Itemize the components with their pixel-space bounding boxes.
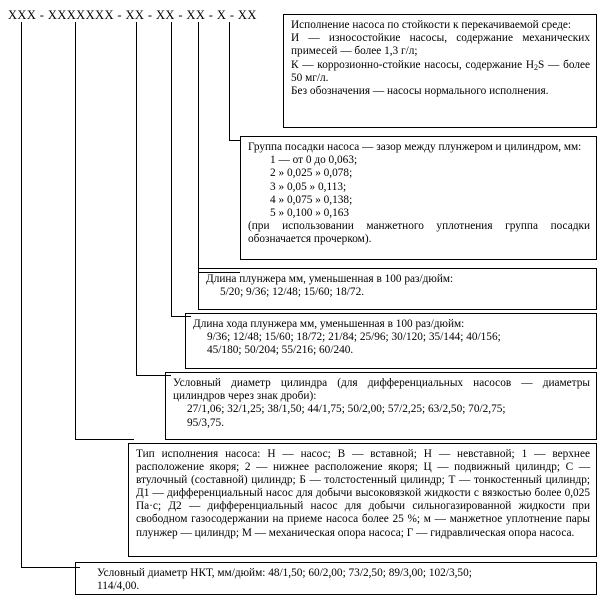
cylinder-diameter-values-2: 95/3,75.: [187, 416, 225, 429]
block-nkt-diameter: [75, 562, 597, 595]
stroke-length-title: Длина хода плунжера мм, уменьшенная в 100 раз/дюйм:: [193, 318, 465, 330]
block-plunger-length: [198, 268, 597, 310]
stroke-length-values-1: 9/36; 12/48; 15/60; 18/72; 21/84; 25/96; 30/120; 35/144; 40/156;: [207, 331, 501, 344]
resistance-line-3: Без обозначения — насосы нормального исполнения.: [291, 85, 549, 98]
plunger-length-title: Длина плунжера мм, уменьшенная в 100 раз/дюйм:: [206, 273, 454, 285]
stem-line-3: [136, 22, 137, 375]
stem-line-6: [229, 22, 230, 140]
plunger-length-values: 5/20; 9/36; 12/48; 15/60; 18/72.: [220, 286, 365, 299]
resistance-line-2: К — коррозионно-стойкие насосы, содержание $H_2S$ — более 50 мг/л.: [291, 58, 590, 84]
stroke-length-values-2: 45/180; 50/204; 55/216; 60/240.: [207, 344, 354, 357]
stem-line-5: [198, 22, 199, 272]
fit-group-item-5: 5 » 0,100 » 0,163: [270, 207, 350, 220]
block-resistance: [283, 14, 597, 128]
block-stroke-length: [185, 313, 597, 369]
resistance-title: Исполнение насоса по стойкости к перекачиваемой среде:: [291, 19, 571, 31]
stem-line-1: [21, 22, 22, 567]
fit-group-item-2: 2 » 0,025 » 0,078;: [270, 167, 353, 180]
stem-connector-6: [229, 140, 240, 141]
fit-group-item-4: 4 » 0,075 » 0,138;: [270, 193, 353, 206]
block-pump-type: [128, 443, 597, 557]
block-fit-group: [240, 136, 597, 260]
pump-type-text: Тип исполнения насоса: Н — насос; В — вставной; Н — невставной; 1 — верхнее расположение якоря; 2 — нижнее расположение якоря; Ц — подвижный цилиндр; С — втулочный (составной) цилиндр; Б — толстостенный цилиндр; Т — тонкостенный цилиндр; Д1 — дифференциальный насос для добычи высоковязкой жидкости с вязкостью более 0,025 Па·с; Д2 — дифференциальный насос для добычи сильногазированной жидкости при свободном газосодержании на приеме насоса более 25 %; м — манжетное уплотнение пары плунжер — цилиндр; М — механическая опора насоса; Г — гидравлическая опора насоса.: [136, 448, 590, 539]
stem-line-4: [171, 22, 172, 316]
cylinder-diameter-values-1: 27/1,06; 32/1,25; 38/1,50; 44/1,75; 50/2,00; 57/2,25; 63/2,50; 70/2,75;: [187, 403, 506, 416]
nkt-diameter-values: 114/4,00.: [97, 580, 140, 593]
fit-group-title: Группа посадки насоса — зазор между плунжером и цилиндром, мм:: [248, 141, 582, 153]
stem-connector-2: [75, 439, 134, 440]
code-designation: ХХХ - ХХХХХХХ - ХХ - ХХ - ХХ - Х - ХХ: [8, 8, 257, 22]
fit-group-note: (при использовании манжетного уплотнения группа посадки обозначается прочерком).: [248, 220, 590, 246]
stem-line-2: [75, 22, 76, 439]
nkt-diameter-title: Условный диаметр НКТ, мм/дюйм: 48/1,50; 60/2,00; 73/2,50; 89/3,00; 102/3,50;: [97, 567, 472, 579]
block-cylinder-diameter: [165, 372, 597, 440]
fit-group-item-1: 1 — от 0 до 0,063;: [270, 154, 358, 167]
cylinder-diameter-title: Условный диаметр цилиндра (для дифференциальных насосов — диаметры цилиндров через знак дроби):: [173, 377, 590, 403]
stem-connector-1: [21, 567, 80, 568]
resistance-line-1: И — износостойкие насосы, содержание механических примесей — более 1,3 г/л;: [291, 32, 590, 58]
fit-group-item-3: 3 » 0,05 » 0,113;: [270, 180, 347, 193]
